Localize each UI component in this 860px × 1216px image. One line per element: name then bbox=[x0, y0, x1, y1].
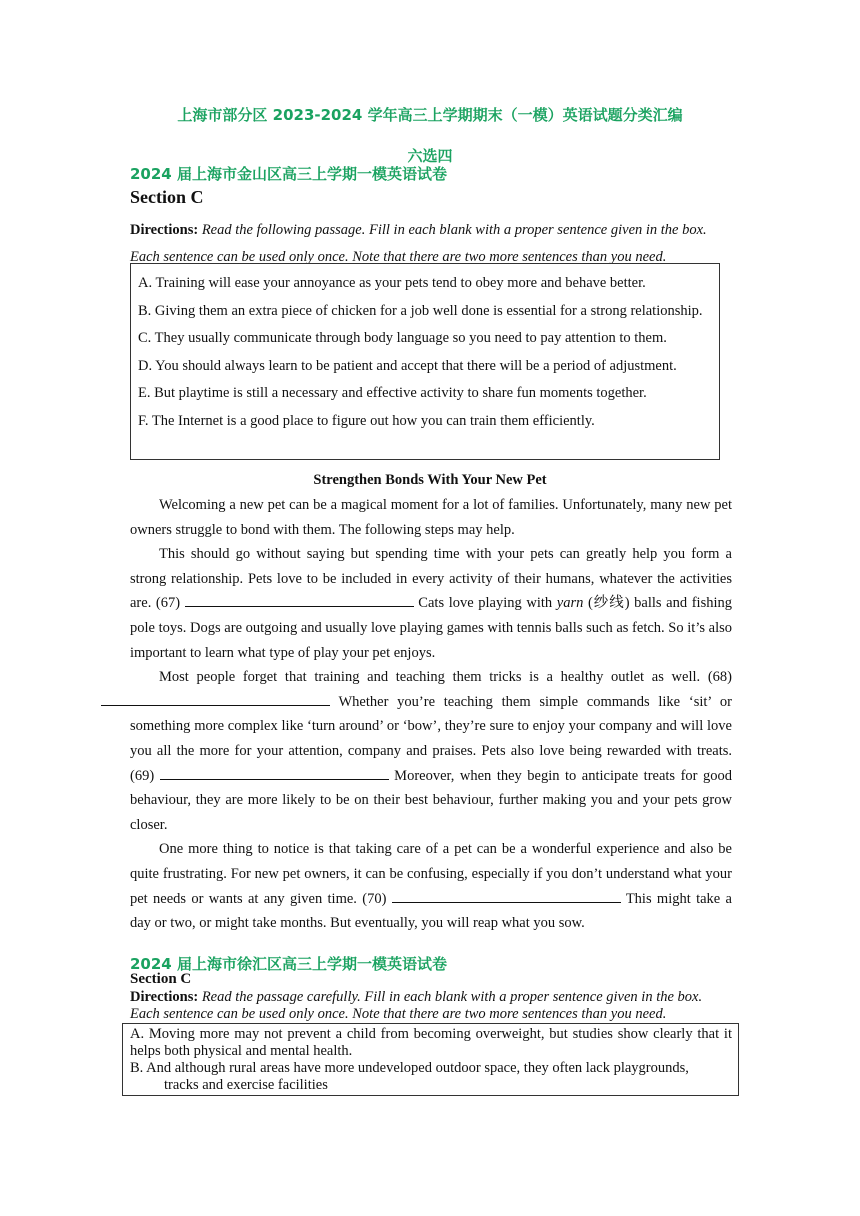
option-b: B. Giving them an extra piece of chicken for a job well done is essential for a strong relationship. bbox=[138, 302, 703, 319]
exam2-section-label: Section C bbox=[130, 971, 192, 987]
exam2-option-b-continued: tracks and exercise facilities bbox=[164, 1077, 328, 1093]
exam1-directions-text: Read the following passage. Fill in each blank with a proper sentence given in the box. Each sentence can be used only once. Note that there are two more sentences than you need. bbox=[130, 222, 707, 265]
blank-69[interactable] bbox=[160, 765, 389, 780]
option-a: A. Training will ease your annoyance as your pets tend to obey more and behave better. bbox=[138, 275, 646, 291]
passage-title: Strengthen Bonds With Your New Pet bbox=[313, 472, 547, 488]
exam2-directions-text: Read the passage carefully. Fill in each blank with a proper sentence given in the box. Each sentence can be used only once. Note that there are two more sentences than you need. bbox=[130, 989, 703, 1022]
paragraph-3: Most people forget that training and teaching them tricks is a healthy outlet as well. (68) Whether you’re teaching them simple commands like ‘sit’ or something more complex like ‘turn around’ or ‘bow’, they’re sure to enjoy your company and will love you all the more for your attention, company and praises. Pets also love being rewarded with treats. (69) Moreover, when they begin to anticipate treats for good behaviour, they are more likely to be on their best behaviour, further making you and your pets grow closer. bbox=[130, 665, 732, 837]
option-c: C. They usually communicate through body language so you need to pay attention to them. bbox=[138, 330, 667, 346]
passage-body bbox=[130, 493, 732, 936]
document-title: 上海市部分区 2023-2024 学年高三上学期期末（一模）英语试题分类汇编 bbox=[177, 106, 683, 124]
option-e: E. But playtime is still a necessary and effective activity to share fun moments together. bbox=[138, 385, 647, 401]
exam2-options-box bbox=[122, 1023, 739, 1096]
exam2-option-b: B. And although rural areas have more undeveloped outdoor space, they often lack playgrounds, bbox=[130, 1060, 689, 1076]
exam1-options-box bbox=[130, 263, 720, 460]
paragraph-2: This should go without saying but spending time with your pets can greatly help you form a strong relationship. Pets love to be included in every activity of their humans, whatever the activities are. (67) Cats love playing with yarn (纱线) balls and fishing pole toys. Dogs are outgoing and usually love playing games with tennis balls such as fetch. So it’s also important to learn what type of play your pet enjoys. bbox=[130, 546, 732, 661]
exam1-heading: 2024 届上海市金山区高三上学期一模英语试卷 bbox=[130, 165, 447, 183]
exam2-heading: 2024 届上海市徐汇区高三上学期一模英语试卷 bbox=[130, 955, 447, 973]
exam2-option-a: A. Moving more may not prevent a child from becoming overweight, but studies show clearly that it helps both physical and mental health. bbox=[130, 1026, 732, 1059]
exam1-directions-label: Directions: bbox=[130, 222, 199, 238]
paragraph-1: Welcoming a new pet can be a magical moment for a lot of families. Unfortunately, many new pet owners struggle to bond with them. The following steps may help. bbox=[130, 497, 732, 538]
blank-70[interactable] bbox=[392, 888, 621, 903]
exam1-section-label: Section C bbox=[130, 187, 204, 207]
blank-67[interactable] bbox=[185, 592, 414, 607]
exam2-directions-label: Directions: bbox=[130, 989, 199, 1005]
paragraph-4: One more thing to notice is that taking care of a pet can be a wonderful experience and also be quite frustrating. For new pet owners, it can be confusing, especially if you don’t understand what your pet needs or wants at any given time. (70) This might take a day or two, or might take months. But eventually, you will reap what you sow. bbox=[130, 841, 732, 932]
document-subtitle: 六选四 bbox=[407, 147, 453, 165]
blank-68[interactable] bbox=[101, 691, 330, 706]
option-d: D. You should always learn to be patient and accept that there will be a period of adjustment. bbox=[138, 357, 677, 374]
option-f: F. The Internet is a good place to figure out how you can train them efficiently. bbox=[138, 412, 595, 429]
exam2-directions bbox=[130, 989, 735, 1023]
